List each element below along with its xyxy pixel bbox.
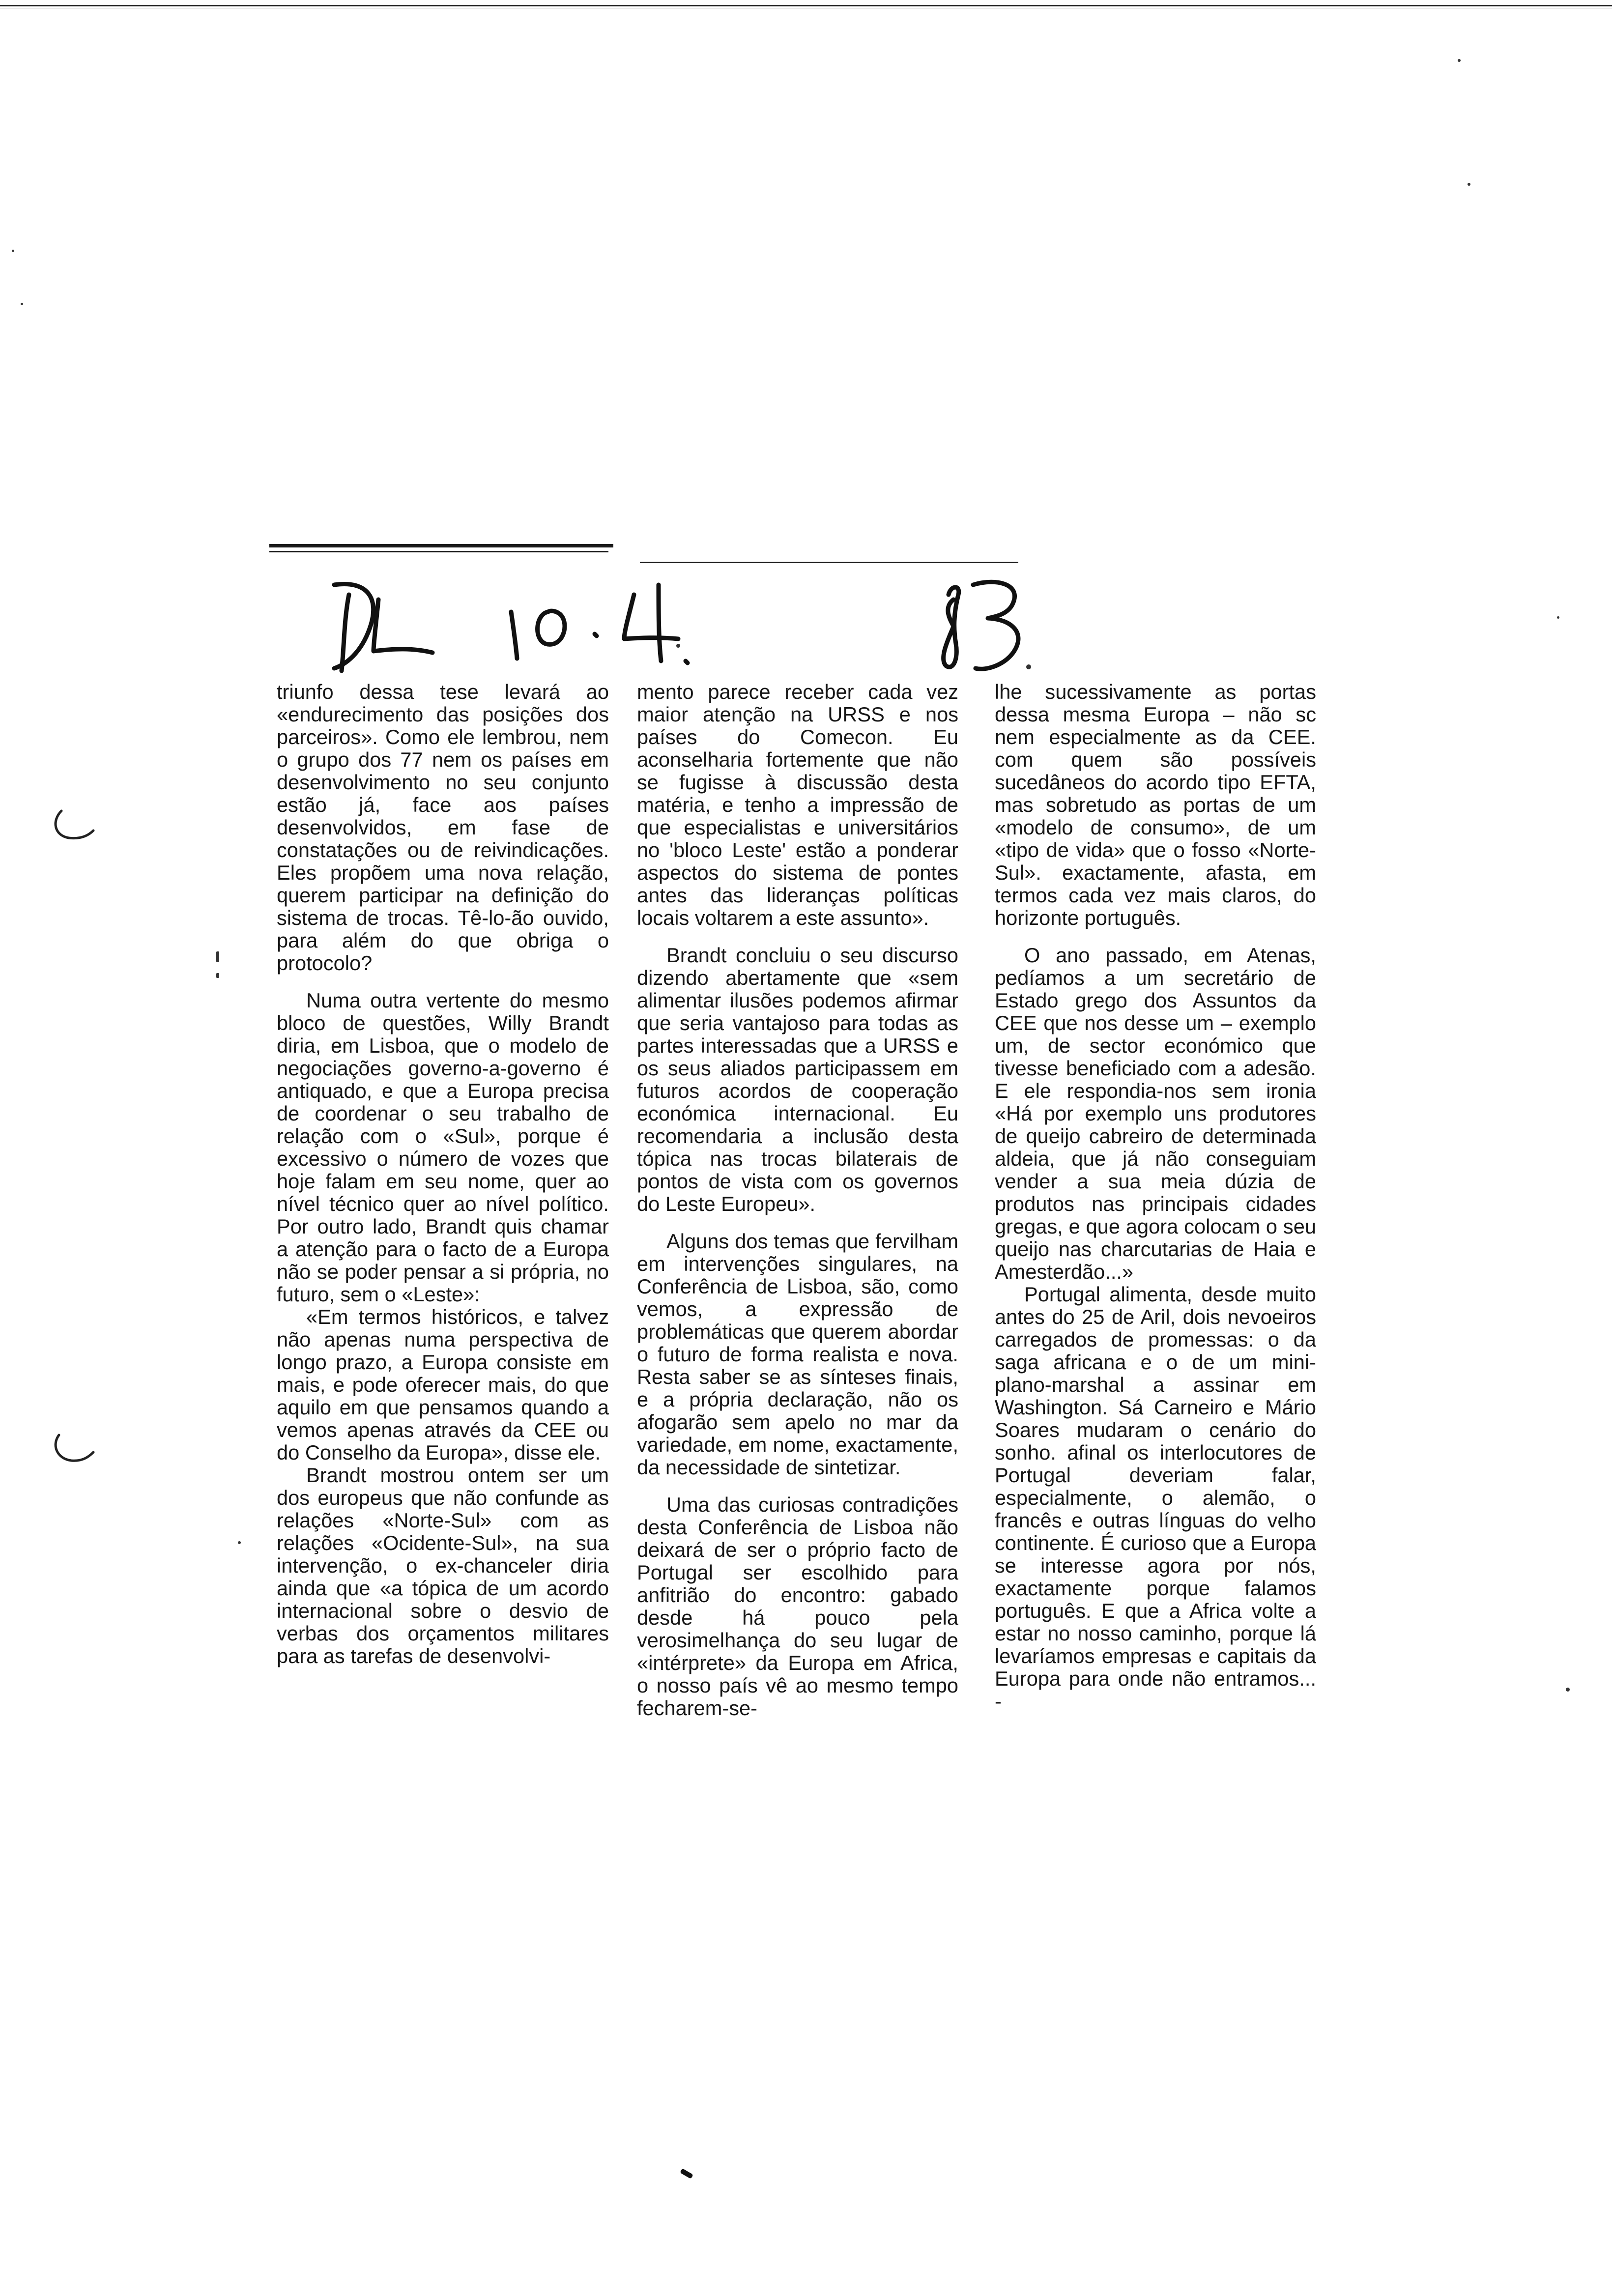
paragraph: Brandt concluiu o seu discurso dizendo abertamente que «sem alimentar ilusões podemos afirmar que seria vantajoso para todas as partes interessadas que a URSS e os seus aliados participassem em futuros acordos de cooperação económica internacional. Eu recomendaria a inclusão desta tópica nas trocas bilaterais de pontos de vista com os governos do Leste Europeu».: [637, 944, 958, 1215]
scan-speck: [1557, 616, 1559, 619]
paragraph: Brandt mostrou ontem ser um dos europeus que não confunde as relações «Norte-Sul» com as relações «Ocidente-Sul», na sua intervenção, o ex-chanceler diria ainda que «a tópica de um acordo internacional sobre o desvio de verbas dos orçamentos militares para as tarefas de desenvolvi-: [277, 1464, 609, 1667]
column-rule-right: [640, 562, 1018, 563]
scan-speck: [1566, 1688, 1570, 1692]
paragraph: Uma das curiosas contradições desta Conferência de Lisboa não deixará de ser o próprio facto de Portugal ser escolhido para anfitrião do encontro: gabado desde há pouco pela verosimelhança do seu lugar de «intérprete» da Europa em Africa, o nosso país vê ao mesmo tempo fecharem-se-: [637, 1493, 958, 1720]
paragraph: mento parece receber cada vez maior atenção na URSS e nos países do Comecon. Eu aconselharia fortemente que não se fugisse à discussão desta matéria, e tenho a impressão de que especialistas e universitários no 'bloco Leste' estão a ponderar aspectos do sistema de pontes antes das lideranças políticas locais voltarem a este assunto».: [637, 680, 958, 929]
scan-speck: [1468, 183, 1470, 186]
paragraph: Alguns dos temas que fervilham em intervenções singulares, na Conferência de Lisboa, são, como vemos, a expressão de problemáticas que querem abordar o futuro de forma realista e nova. Resta saber se as sínteses finais, e a própria declaração, não os afogarão sem apelo no mar da variedade, em nome, exactamente, da necessidade de sintetizar.: [637, 1230, 958, 1479]
scan-speck: [676, 644, 680, 648]
paragraph: triunfo dessa tese levará ao «endurecimento das posições dos parceiros». Como ele lembrou, nem o grupo dos 77 nem os países em desenvolvimento no seu conjunto estão já, face aos países desenvolvidos, em fase de constatações ou de reivindicações. Eles propõem uma nova relação, querem participar na definição do sistema de trocas. Tê-lo-ão ouvido, para além do que obriga o protocolo?: [277, 680, 609, 975]
article-column-2: [637, 681, 958, 1720]
scan-speck: [1026, 664, 1031, 669]
paragraph: lhe sucessivamente as portas dessa mesma Europa – não sc nem especialmente as da CEE. com quem são possíveis sucedâneos do acordo tipo EFTA, mas sobretudo as portas de um «modelo de consumo», de um «tipo de vida» que o fosso «Norte-Sul». exactamente, afasta, em termos cada vez mais claros, do horizonte português.: [995, 680, 1316, 929]
paragraph: Portugal alimenta, desde muito antes do 25 de Aril, dois nevoeiros carregados de promessas: o da saga africana e o de um mini-plano-marshal a assinar em Washington. Sá Carneiro e Mário Soares mudaram o cenário do sonho. afinal os interlocutores de Portugal deveriam falar, especialmente, o alemão, o francês e outras línguas do velho continente. É curioso que a Europa se interesse agora por nós, exactamente porque falamos português. E que a Africa volte a estar no nosso caminho, porque lá levaríamos empresas e capitais da Europa para onde não entramos... -: [995, 1283, 1316, 1713]
paragraph: «Em termos históricos, e talvez não apenas numa perspectiva de longo prazo, a Europa consiste em mais, e pode oferecer mais, do que aquilo em que pensamos quando a vemos apenas através da CEE ou do Conselho da Europa», disse ele.: [277, 1305, 609, 1464]
scan-edge-top: [0, 5, 1612, 6]
scan-speck: [680, 2168, 693, 2179]
article-column-1: [277, 681, 609, 1667]
paragraph: O ano passado, em Atenas, pedíamos a um secretário de Estado grego dos Assuntos da CEE que nos desse um – exemplo um, de sector económico que tivesse beneficiado com a adesão. E ele respondia-nos sem ironia «Há por exemplo uns produtores de queijo cabreiro de determinada aldeia, que já não conseguiam vender a sua meia dúzia de produtos nas principais cidades gregas, e que agora colocam o seu queijo nas charcutarias de Haia e Amesterdão...»: [995, 944, 1316, 1283]
paragraph: Numa outra vertente do mesmo bloco de questões, Willy Brandt diria, em Lisboa, que o modelo de negociações governo-a-governo é antiquado, e que a Europa precisa de coordenar o seu trabalho de relação com o «Sul», porque é excessivo o número de vozes que hoje falam em seu nome, quer ao nível técnico quer ao nível político. Por outro lado, Brandt quis chamar a atenção para o facto de a Europa não se poder pensar a si própria, no futuro, sem o «Leste»:: [277, 989, 609, 1306]
punch-hole-mark: [47, 806, 101, 845]
scan-speck: [238, 1541, 241, 1544]
scan-speck: [1458, 59, 1461, 62]
article-column-3: [995, 681, 1316, 1713]
column-rule-left: [269, 544, 613, 547]
scan-speck: [216, 951, 219, 962]
punch-hole-mark: [47, 1430, 101, 1469]
handwritten-annotation: [315, 565, 1052, 678]
scan-speck: [21, 303, 23, 305]
column-rule-left-thin: [269, 551, 608, 552]
scan-speck: [12, 250, 14, 252]
scan-speck: [216, 973, 219, 978]
